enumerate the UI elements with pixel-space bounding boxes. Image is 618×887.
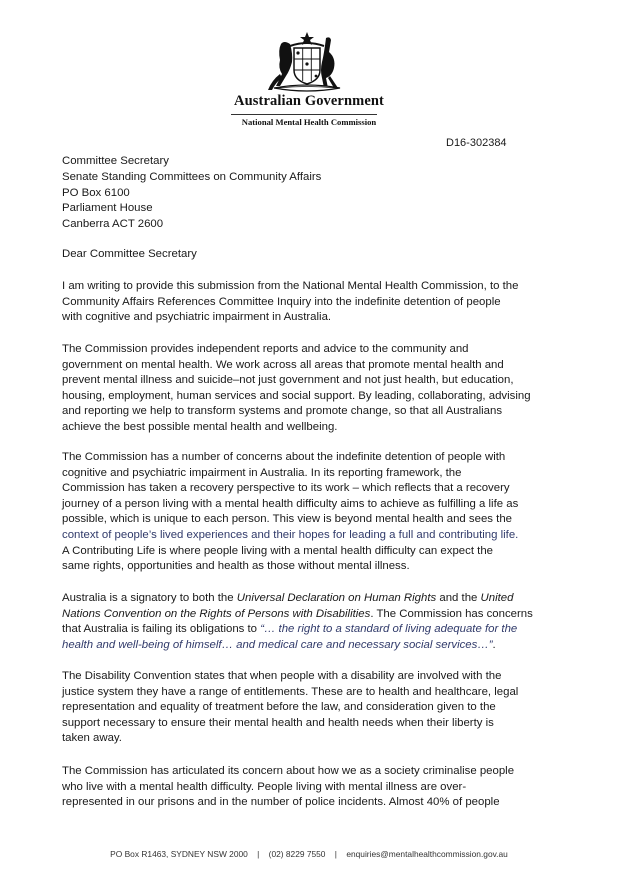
paragraph-commission-role — [62, 342, 554, 436]
address-line: Committee Secretary — [62, 155, 169, 167]
header-divider — [231, 114, 377, 115]
paragraph-line: journey of a person living with a mental health difficulty aims to achieve as fulfilling a life as — [62, 497, 519, 510]
paragraph-line: Commission has taken a recovery perspective to its work – which reflects that a recovery — [62, 482, 510, 495]
paragraph-line: prevent mental illness and suicide–not just government and not just health, but education, — [62, 374, 514, 387]
paragraph-disability-convention — [62, 669, 554, 747]
agency-name: National Mental Health Commission — [241, 117, 377, 127]
paragraph-line: A Contributing Life is where people living with a mental health difficulty can expect the — [62, 544, 493, 557]
paragraph-line: with cognitive and psychiatric impairment in Australia. — [62, 311, 332, 324]
paragraph-line: taken away. — [62, 732, 122, 745]
text-run: Australia is a signatory to both the — [62, 592, 237, 604]
paragraph-line: cognitive and psychiatric impairment in Australia. In its reporting framework, the — [62, 466, 462, 479]
text-run: . The Commission has concerns — [370, 607, 533, 620]
paragraph-line: achieve the best possible mental health and wellbeing. — [62, 420, 338, 433]
salutation: Dear Committee Secretary — [62, 248, 197, 260]
text-run: . — [492, 638, 496, 651]
paragraph-line — [62, 607, 554, 623]
footer-email: enquiries@mentalhealthcommission.gov.au — [346, 849, 508, 859]
paragraph-line: support necessary to ensure their mental health and health needs when their liberty is — [62, 716, 494, 729]
paragraph-line: represented in our prisons and in the number of police incidents. Almost 40% of people — [62, 796, 500, 809]
paragraph-line: The Disability Convention states that when people with a disability are involved with the — [62, 670, 502, 682]
footer — [0, 849, 618, 859]
text-run: that Australia is failing its obligations to — [62, 623, 261, 636]
convention-title: Nations Convention on the Rights of Persons with Disabilities — [62, 607, 371, 620]
paragraph-line: Community Affairs References Committee Inquiry into the indefinite detention of people — [62, 295, 501, 308]
text-run: and the — [436, 592, 481, 604]
paragraph-line: The Commission has articulated its concern about how we as a society criminalise people — [62, 765, 515, 777]
footer-phone: (02) 8229 7550 — [268, 849, 326, 859]
paragraph-line: justice system they have a range of entitlements. These are to health and healthcare, legal — [62, 685, 519, 698]
reference-number: D16-302384 — [446, 137, 507, 149]
paragraph-human-rights — [62, 591, 554, 653]
quotation: “… the right to a standard of living adequate for the — [260, 623, 518, 636]
coat-of-arms-icon — [264, 30, 350, 94]
paragraph-line: The Commission provides independent reports and advice to the community and — [62, 343, 469, 355]
recipient-address — [62, 154, 321, 233]
footer-address: PO Box R1463, SYDNEY NSW 2000 — [110, 849, 248, 859]
address-line: Parliament House — [62, 202, 153, 215]
paragraph-line: I am writing to provide this submission from the National Mental Health Commission, to the — [62, 280, 519, 292]
paragraph-line: and reporting we help to transform systems and promote change, so that all Australians — [62, 405, 503, 418]
paragraph-intro — [62, 279, 554, 326]
paragraph-line: housing, employment, human services and social support. By leading, collaborating, advising — [62, 389, 531, 402]
paragraph-line: The Commission has a number of concerns about the indefinite detention of people with — [62, 451, 506, 463]
paragraph-line: government on mental health. We work across all areas that promote mental health and — [62, 358, 504, 371]
declaration-title: Universal Declaration on Human Rights — [236, 592, 437, 604]
address-line: PO Box 6100 — [62, 186, 130, 199]
paragraph-concerns — [62, 450, 554, 575]
footer-separator: | — [334, 849, 337, 859]
footer-separator: | — [257, 849, 260, 859]
address-line: Senate Standing Committees on Community Affairs — [62, 170, 322, 183]
paragraph-line: possible, which is unique to each person. This view is beyond mental health and sees the — [62, 513, 512, 526]
quotation: health and well-being of himself… and medical care and necessary social services…” — [62, 638, 493, 651]
convention-title: United — [480, 592, 514, 604]
government-name: Australian Government — [234, 93, 384, 109]
address-line: Canberra ACT 2600 — [62, 218, 164, 231]
paragraph-criminalisation — [62, 764, 554, 811]
paragraph-line — [62, 638, 554, 654]
paragraph-line: same rights, opportunities and health as those without mental illness. — [62, 560, 410, 573]
paragraph-line: context of people’s lived experiences and their hopes for leading a full and contributing life. — [62, 528, 519, 541]
paragraph-line — [62, 591, 554, 607]
paragraph-line — [62, 622, 554, 638]
paragraph-line: who live with a mental health difficulty. People living with mental illness are over- — [62, 780, 467, 793]
paragraph-line: representation and equality of treatment before the law, and consideration given to the — [62, 701, 496, 714]
